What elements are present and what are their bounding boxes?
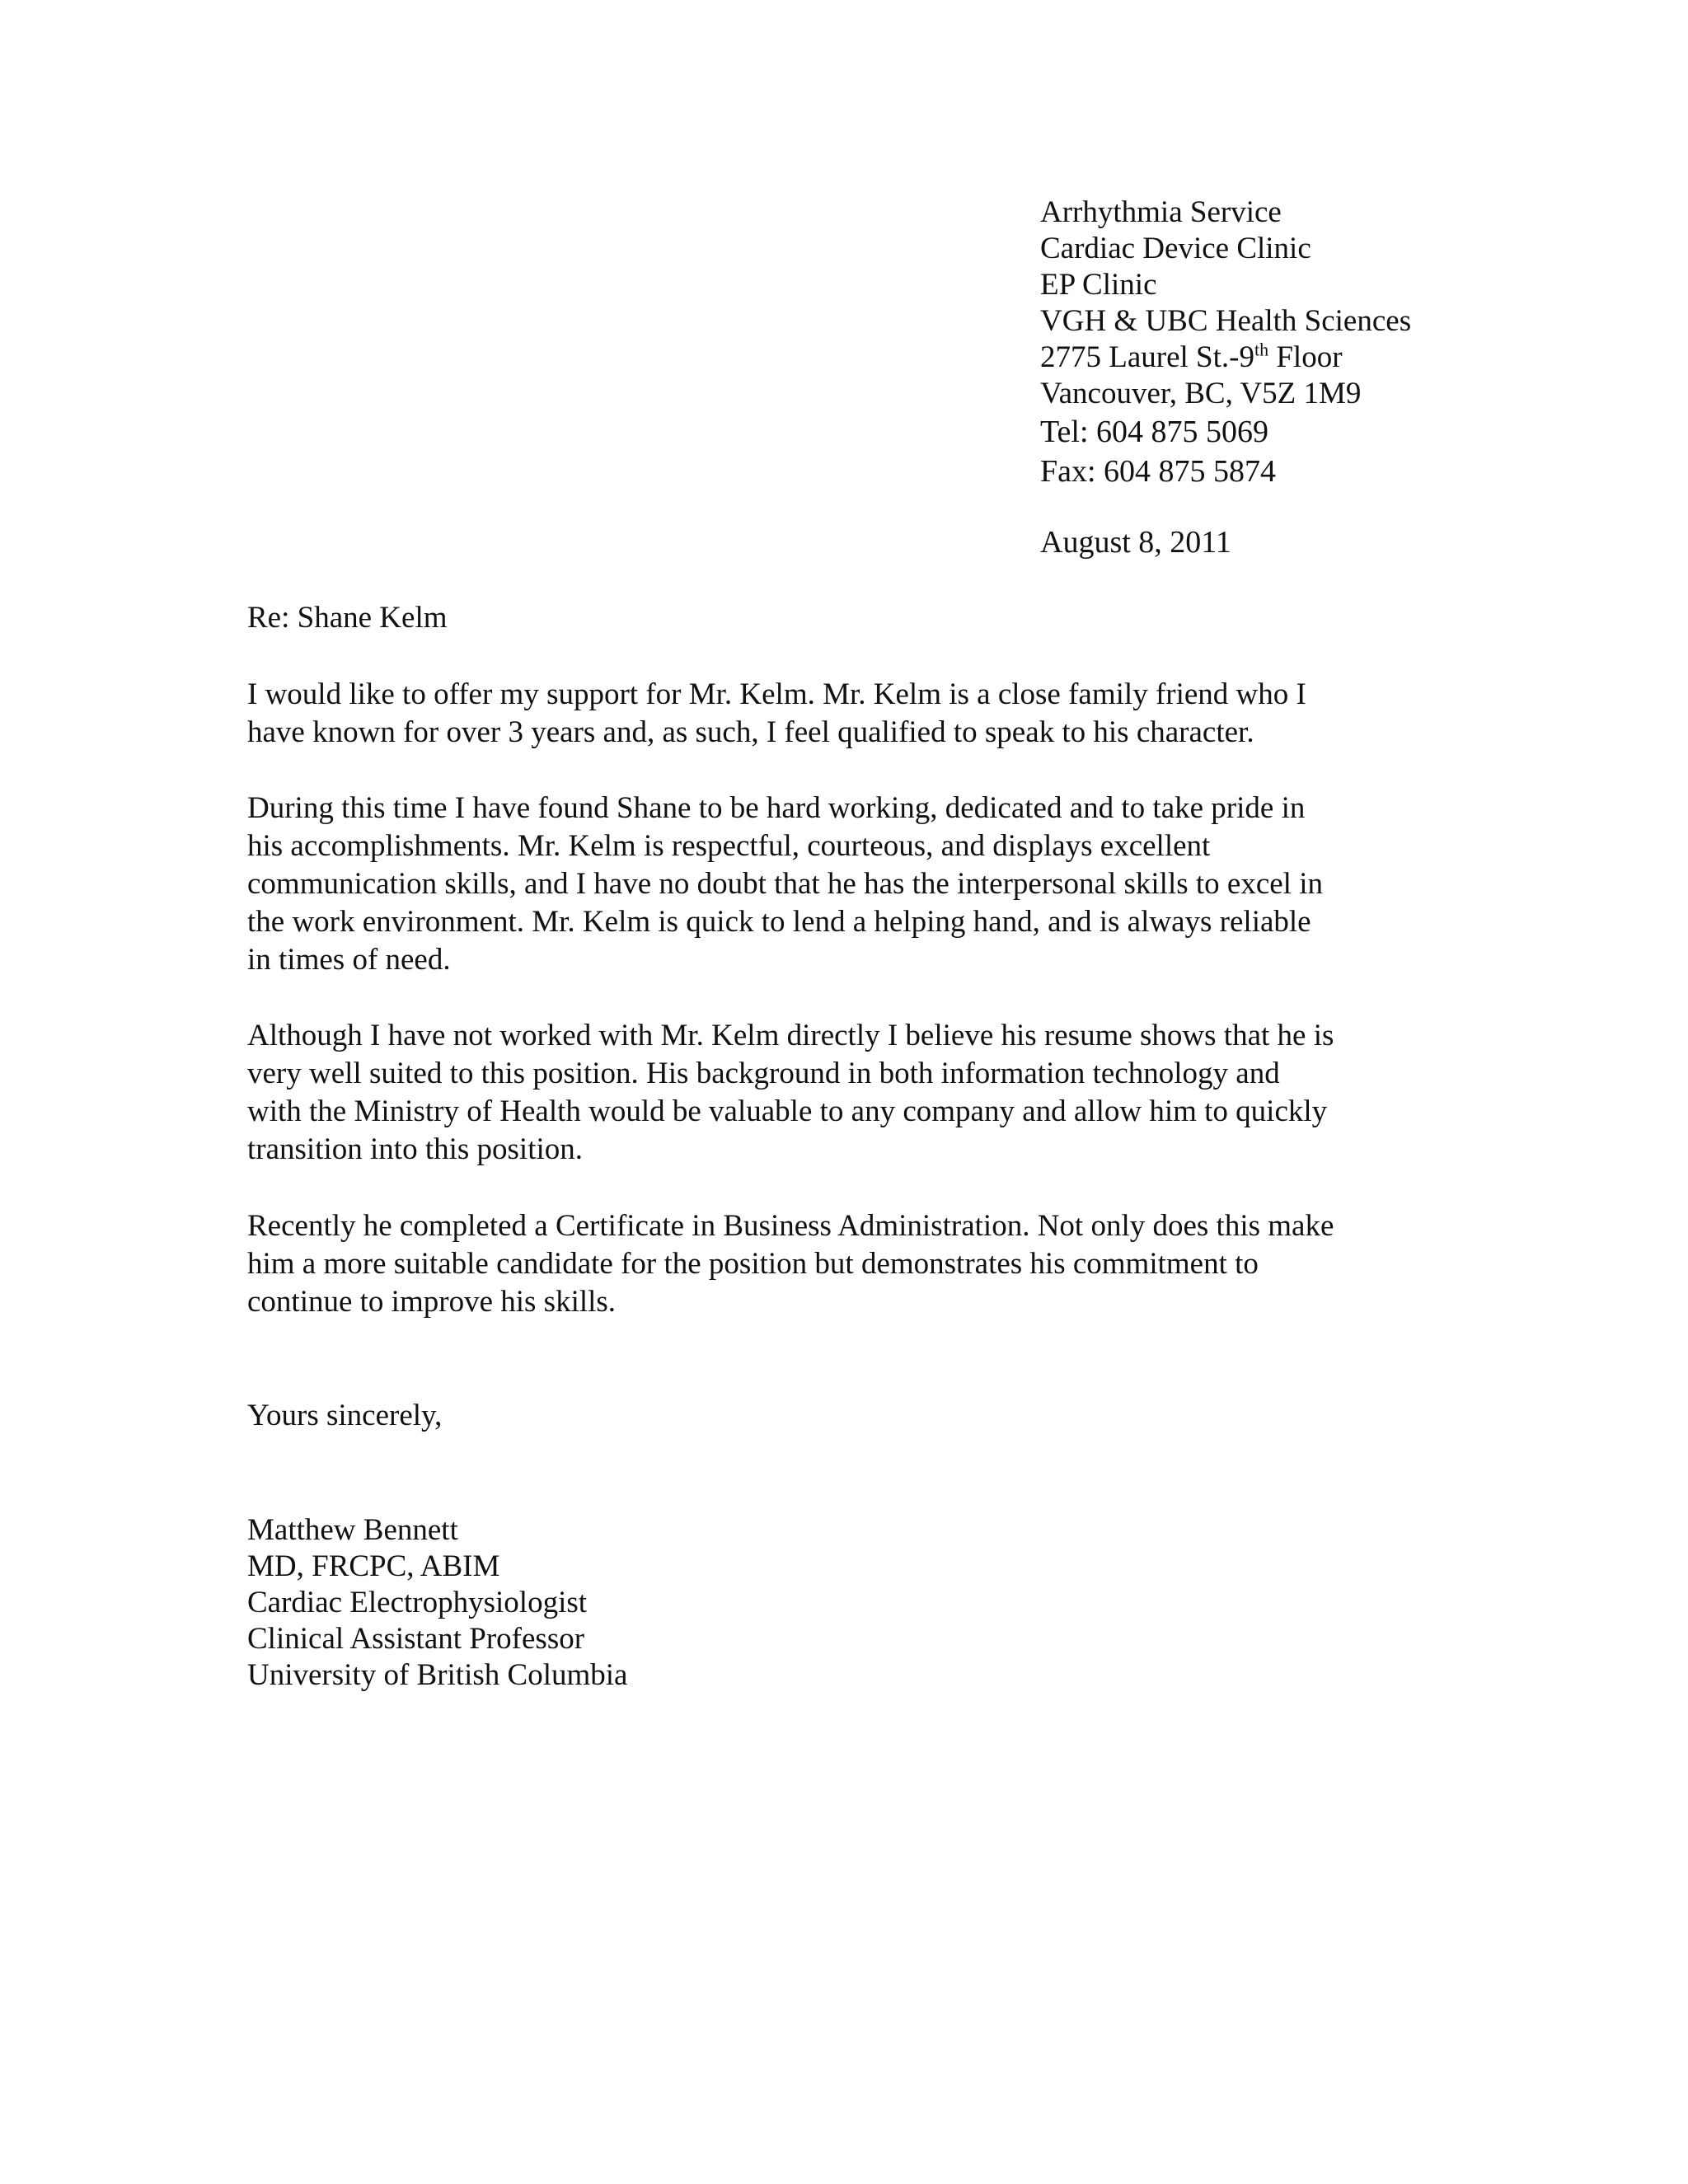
fax-number: Fax: 604 875 5874 [1040,454,1277,489]
signer-title: Cardiac Electrophysiologist [247,1586,588,1619]
subject-line: Re: Shane Kelm [247,601,448,635]
paragraph-line: with the Ministry of Health would be valuable to any company and allow him to quickly [247,1094,1328,1128]
paragraph-line: the work environment. Mr. Kelm is quick to lend a helping hand, and is always reliable [247,905,1311,939]
paragraph-4 [247,1207,1434,1321]
paragraph-line: him a more suitable candidate for the position but demonstrates his commitment to [247,1247,1259,1281]
closing-salutation: Yours sincerely, [247,1399,443,1432]
telephone-number: Tel: 604 875 5069 [1040,415,1269,449]
sender-address-block [1040,194,1411,491]
street-prefix: 2775 Laurel St.-9 [1040,340,1254,374]
paragraph-line: During this time I have found Shane to be hard working, dedicated and to take pride in [247,791,1306,825]
paragraph-line: Although I have not worked with Mr. Kelm directly I believe his resume shows that he is [247,1019,1334,1052]
paragraph-line: I would like to offer my support for Mr. Kelm. Mr. Kelm is a close family friend who I [247,677,1306,711]
street-suffix: Floor [1268,340,1343,374]
paragraph-2 [247,790,1434,979]
address-line-institution: VGH & UBC Health Sciences [1040,304,1412,338]
signer-credentials: MD, FRCPC, ABIM [247,1549,500,1583]
address-line-ep-clinic: EP Clinic [1040,268,1157,302]
paragraph-1 [247,676,1434,752]
paragraph-line: very well suited to this position. His background in both information technology and [247,1057,1280,1090]
paragraph-line: Recently he completed a Certificate in Business Administration. Not only does this make [247,1209,1334,1243]
paragraph-line: in times of need. [247,943,451,977]
signer-name: Matthew Bennett [247,1513,458,1547]
signer-institution: University of British Columbia [247,1658,628,1692]
letter-date: August 8, 2011 [1040,525,1231,560]
paragraph-line: communication skills, and I have no doubt that he has the interpersonal skills to excel in [247,867,1323,901]
paragraph-line: transition into this position. [247,1132,584,1166]
paragraph-line: his accomplishments. Mr. Kelm is respectful, courteous, and displays excellent [247,829,1211,863]
address-line-clinic: Cardiac Device Clinic [1040,232,1311,265]
paragraph-line: continue to improve his skills. [247,1285,617,1319]
street-ordinal-suffix: th [1254,339,1269,360]
address-line-city: Vancouver, BC, V5Z 1M9 [1040,377,1362,410]
address-line-service: Arrhythmia Service [1040,195,1282,229]
signer-position: Clinical Assistant Professor [247,1622,585,1656]
address-line-street [1040,340,1411,376]
signature-block [247,1512,1434,1694]
paragraph-line: have known for over 3 years and, as such, I feel qualified to speak to his character. [247,715,1254,749]
paragraph-3 [247,1017,1434,1169]
